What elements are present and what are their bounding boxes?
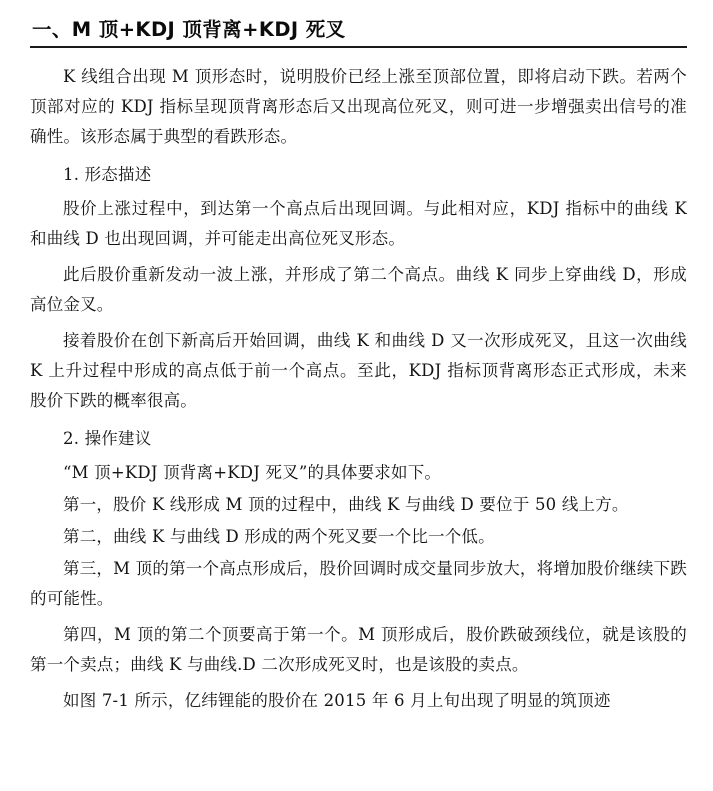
paragraph-rule-second: 第二，曲线 K 与曲线 D 形成的两个死叉要一个比一个低。	[63, 527, 495, 546]
paragraph-intro: K 线组合出现 M 顶形态时，说明股价已经上涨至顶部位置，即将启动下跌。若两个顶部对应的 KDJ 指标呈现顶背离形态后又出现高位死叉，则可进一步增强卖出信号的准确性。该形态属于典型的看跌形态。	[30, 67, 687, 146]
paragraph-rule-third: 第三，M 顶的第一个高点形成后，股价回调时成交量同步放大，将增加股价继续下跌的可能性。	[30, 559, 687, 608]
section-heading-form-description: 1. 形态描述	[63, 165, 152, 184]
paragraph-form-1: 股价上涨过程中，到达第一个高点后出现回调。与此相对应，KDJ 指标中的曲线 K 和曲线 D 也出现回调，并可能走出高位死叉形态。	[30, 199, 687, 248]
paragraph-requirement-intro: “M 顶+KDJ 顶背离+KDJ 死叉”的具体要求如下。	[63, 463, 442, 482]
paragraph-rule-fourth: 第四，M 顶的第二个顶要高于第一个。M 顶形成后，股价跌破颈线位，就是该股的第一个卖点；曲线 K 与曲线.D 二次形成死叉时，也是该股的卖点。	[30, 625, 687, 674]
section-heading-operation-advice: 2. 操作建议	[63, 429, 152, 448]
paragraph-rule-first: 第一，股价 K 线形成 M 顶的过程中，曲线 K 与曲线 D 要位于 50 线上方。	[63, 495, 629, 514]
paragraph-form-2: 此后股价重新发动一波上涨，并形成了第二个高点。曲线 K 同步上穿曲线 D，形成高位金叉。	[30, 265, 687, 314]
title-underline	[30, 46, 687, 48]
paragraph-figure-reference: 如图 7-1 所示，亿纬锂能的股价在 2015 年 6 月上旬出现了明显的筑顶迹	[63, 691, 611, 710]
page-title: 一、M 顶+KDJ 顶背离+KDJ 死叉	[32, 18, 346, 41]
paragraph-form-3: 接着股价在创下新高后开始回调，曲线 K 和曲线 D 又一次形成死叉，且这一次曲线 K 上升过程中形成的高点低于前一个高点。至此，KDJ 指标顶背离形态正式形成，未来股价下跌的概率很高。	[30, 331, 687, 410]
